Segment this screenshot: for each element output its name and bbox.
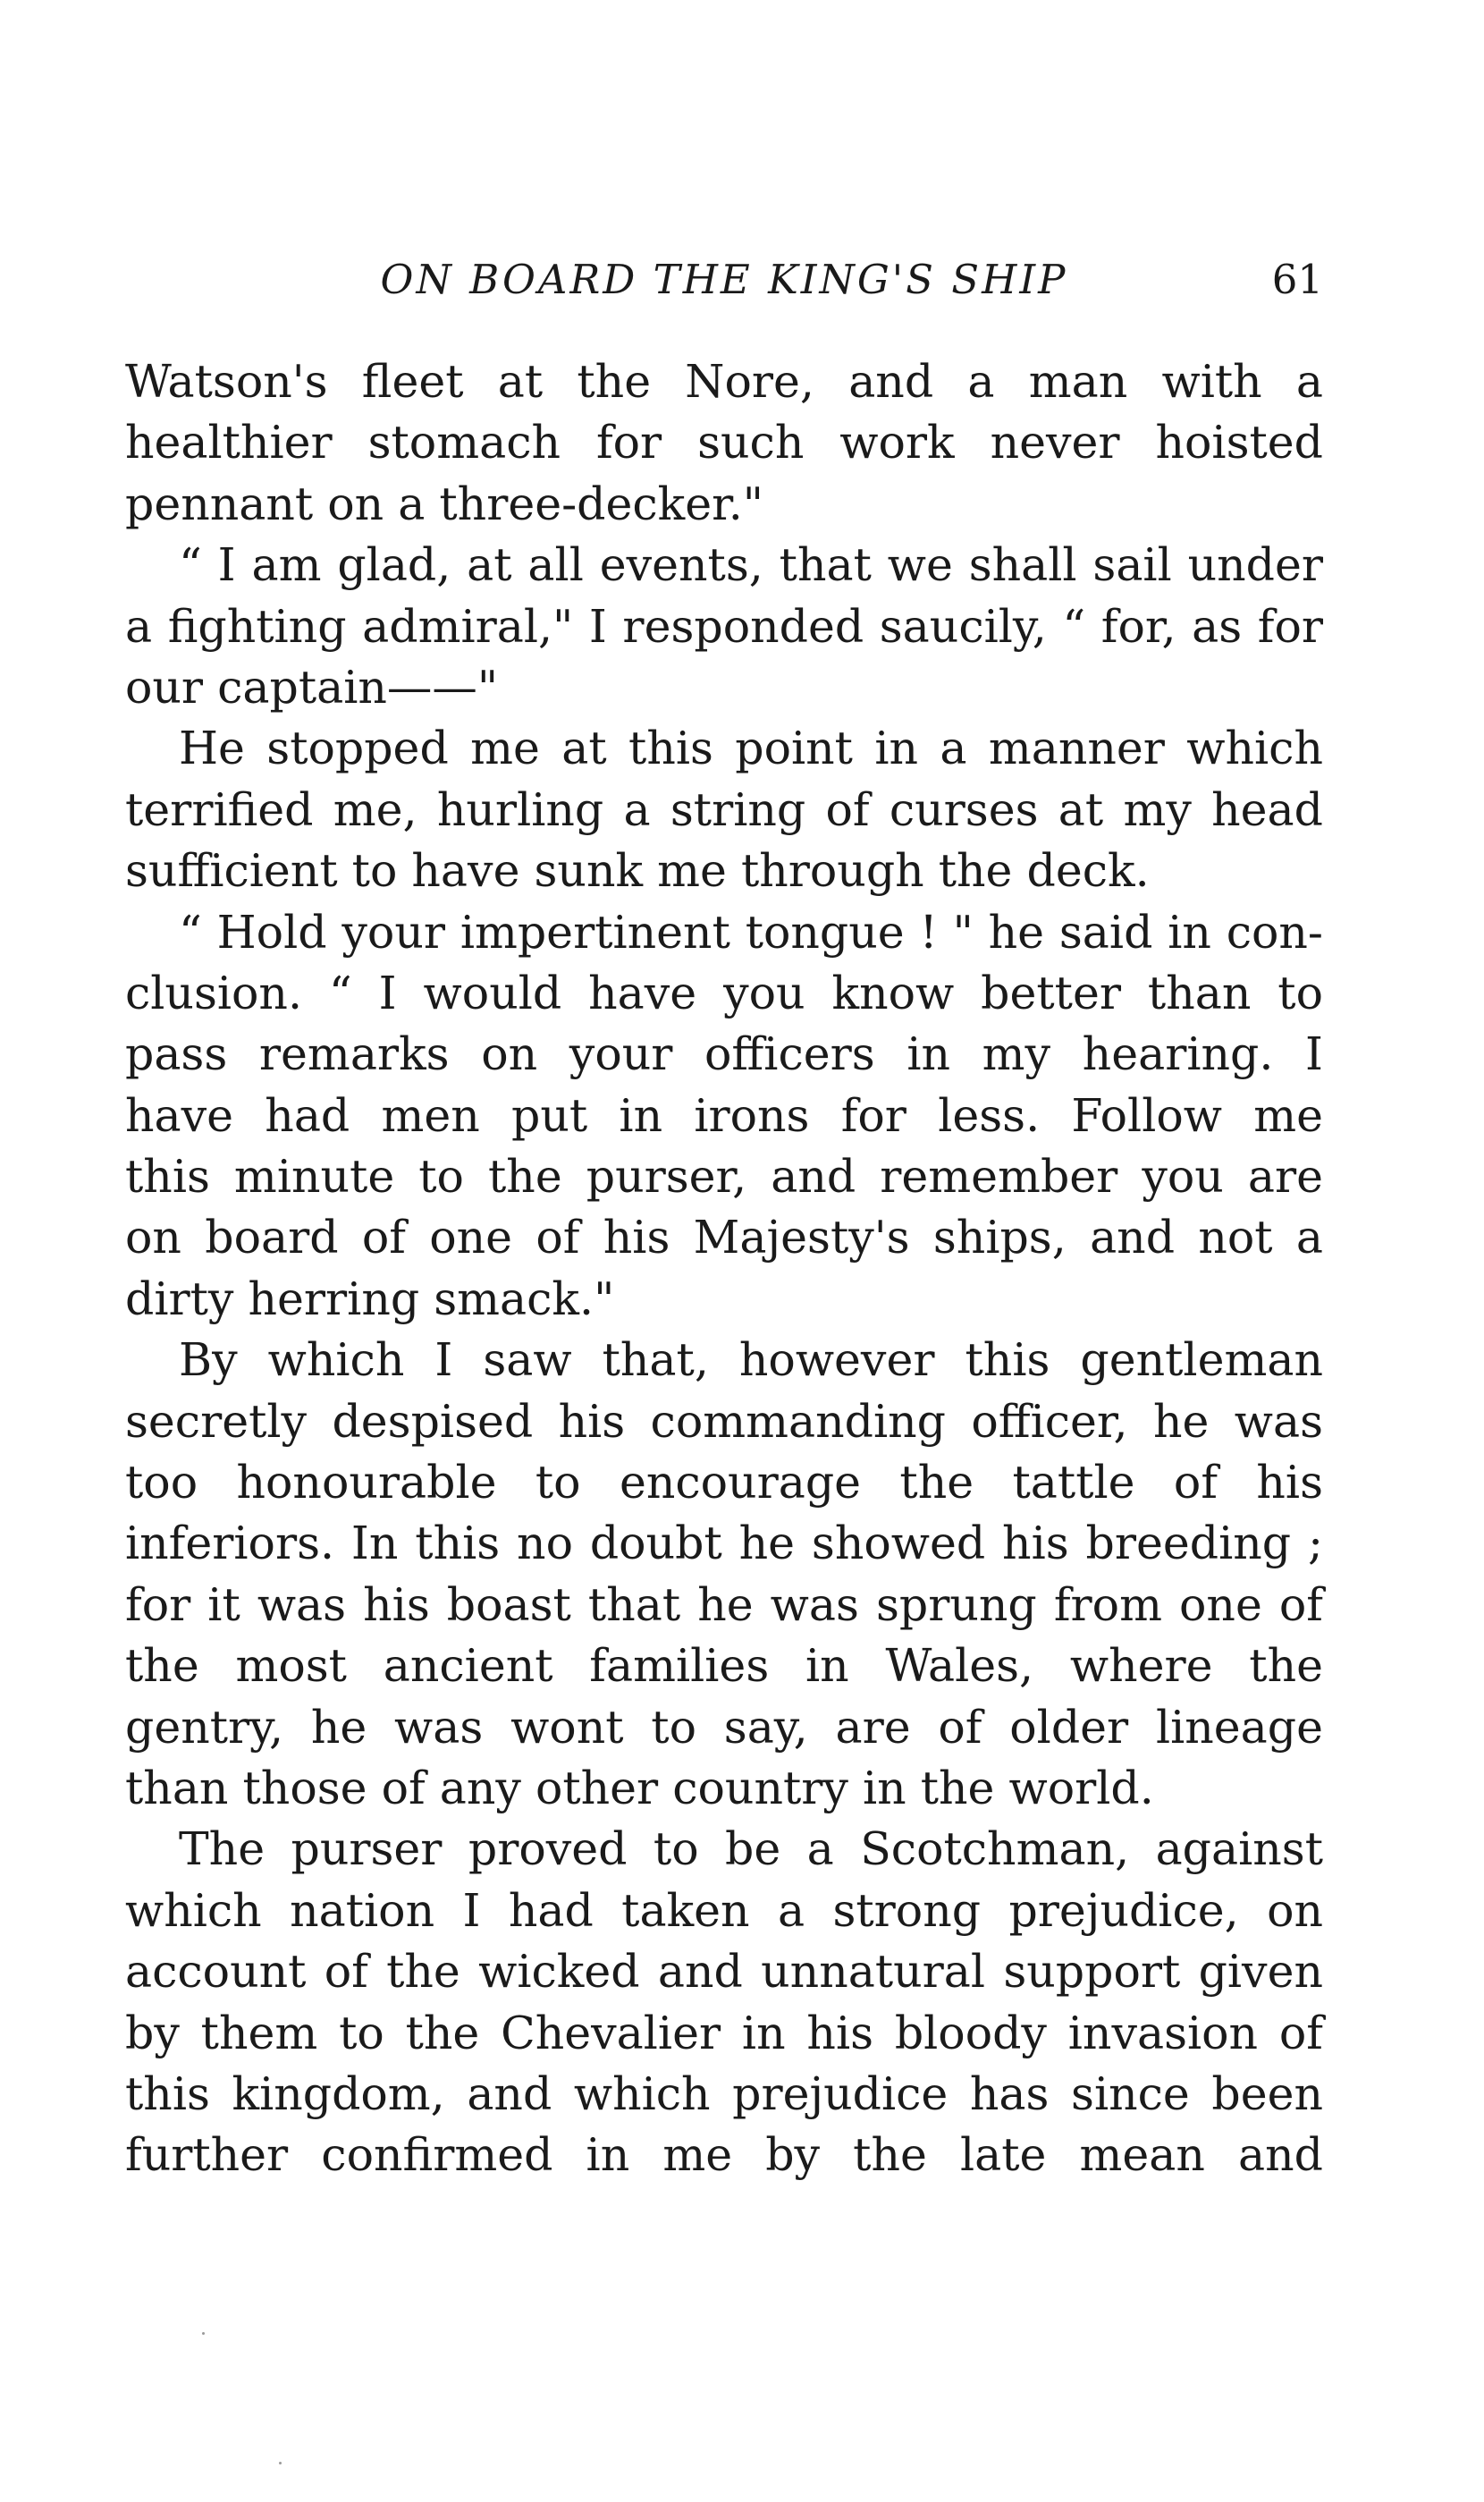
- text-line: pass remarks on your officers in my hearing. I: [125, 1027, 1323, 1081]
- text-line: our captain——": [125, 660, 499, 714]
- page-number: 61: [1271, 256, 1323, 303]
- paper-speck: [279, 2462, 282, 2464]
- text-line: dirty herring smack.": [125, 1272, 615, 1325]
- text-line: than those of any other country in the world.: [125, 1761, 1154, 1814]
- text-line: have had men put in irons for less. Follow me: [125, 1088, 1323, 1142]
- text-line: which nation I had taken a strong prejudice, on: [125, 1883, 1323, 1937]
- text-line: The purser proved to be a Scotchman, against: [179, 1822, 1323, 1876]
- text-line: this kingdom, and which prejudice has since been: [125, 2067, 1323, 2120]
- body-text: [125, 351, 1323, 2186]
- text-line: “ I am glad, at all events, that we shall sail under: [179, 538, 1323, 592]
- running-title: ON BOARD THE KING'S SHIP: [380, 256, 1068, 303]
- text-line: sufficient to have sunk me through the deck.: [125, 844, 1150, 898]
- text-line: secretly despised his commanding officer, he was: [125, 1394, 1323, 1448]
- running-header: [125, 249, 1323, 311]
- text-line: He stopped me at this point in a manner which: [179, 722, 1323, 775]
- paper-speck: [202, 2332, 205, 2335]
- text-line: healthier stomach for such work never hoisted: [125, 416, 1323, 469]
- text-line: the most ancient families in Wales, where the: [125, 1639, 1323, 1693]
- text-line: on board of one of his Majesty's ships, and not a: [125, 1211, 1323, 1264]
- text-line: “ Hold your impertinent tongue ! " he said in con-: [179, 905, 1323, 959]
- text-line: By which I saw that, however this gentleman: [179, 1333, 1323, 1387]
- text-line: clusion. “ I would have you know better than to: [125, 966, 1323, 1019]
- text-line: pennant on a three-decker.": [125, 477, 764, 530]
- text-line: gentry, he was wont to say, are of older lineage: [125, 1700, 1323, 1754]
- text-line: account of the wicked and unnatural support given: [125, 1945, 1323, 1999]
- text-line: further confirmed in me by the late mean and: [125, 2128, 1323, 2182]
- text-line: Watson's fleet at the Nore, and a man with a: [125, 355, 1323, 408]
- text-line: too honourable to encourage the tattle of his: [125, 1456, 1323, 1509]
- text-line: inferiors. In this no doubt he showed his breeding ;: [125, 1517, 1323, 1570]
- text-line: a fighting admiral," I responded saucily, “ for, as for: [125, 599, 1323, 653]
- text-line: terrified me, hurling a string of curses at my head: [125, 782, 1323, 836]
- text-line: this minute to the purser, and remember you are: [125, 1150, 1323, 1204]
- text-line: for it was his boast that he was sprung from one of: [125, 1577, 1323, 1631]
- text-line: by them to the Chevalier in his bloody invasion of: [125, 2006, 1323, 2059]
